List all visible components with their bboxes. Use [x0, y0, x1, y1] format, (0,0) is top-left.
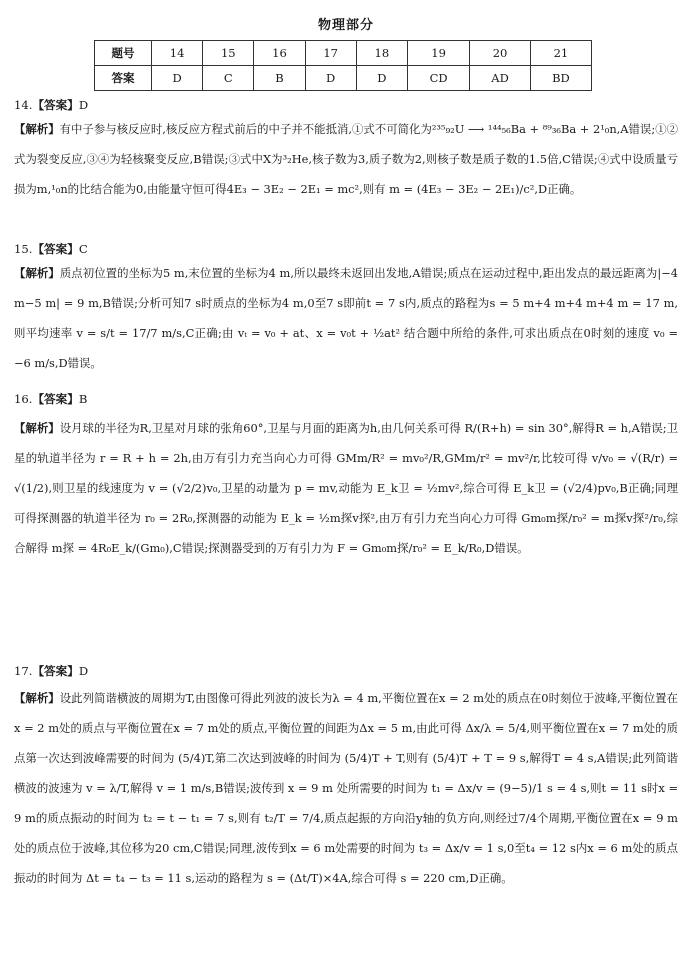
q14-text: 有中子参与核反应时,核反应方程式前后的中子并不能抵消,①式不可简化为²³⁵₉₂U ⟶ ¹⁴⁴₅₆Ba + ⁸⁹₃₆Ba + 2¹₀n,A错误;①②式为裂变反应,③④为轻核聚变反应,B错误;③式中X为³₂He,核子数为3,质子数为2,则核子数是质子数的1.5倍,C错误;④式中设质量亏损为m,¹₀n的比结合能为0,由能量守恒可得4E₃ − 3E₂ − 2E₁ = mc²,则有 m = (4E₃ − 3E₂ − 2E₁)/c²,D正确。: [14, 122, 678, 196]
q17-text: 设此列简谐横波的周期为T,由图像可得此列波的波长为λ = 4 m,平衡位置在x = 2 m处的质点在0时刻位于波峰,平衡位置在x = 2 m处的质点与平衡位置在x = 7 m处的质点,平衡位置的间距为Δx = 5 m,由此可得 Δx/λ = 5/4,则平衡位置在x = 7 m处的质点第一次达到波峰需要的时间为 (5/4)T,第二次达到波峰的时间为 (5/4)T + T,则有 (5/4)T + T = 9 s,解得T = 4 s,A错误;此列简谐横波的波速为 v = λ/T,解得 v = 1 m/s,B错误;波传到 x = 9 m 处所需要的时间为 t₁ = Δx/v = (9−5)/1 s = 4 s,则t = 11 s时x = 9 m的质点振动的时间为 t₂ = t − t₁ = 7 s,则有 t₂/T = 7/4,质点起振的方向沿y轴的负方向,则经过7/4个周期,平衡位置在x = 9 m处的质点位于波峰,其位移为20 cm,C错误;同理,波传到x = 6 m处需要的时间为 t₃ = Δx/v = 1 s,0至t₄ = 12 s内x = 6 m处的质点振动的时间为 Δt = t₄ − t₃ = 11 s,运动的路程为 s = (Δt/T)×4A,综合可得 s = 220 cm,D正确。: [14, 691, 678, 885]
q16-label: 【解析】: [14, 421, 60, 435]
table-cell: 21: [530, 41, 591, 66]
table-cell: BD: [530, 66, 591, 91]
q15-text: 质点初位置的坐标为5 m,末位置的坐标为4 m,所以最终未返回出发地,A错误;质点在运动过程中,距出发点的最远距离为|−4 m−5 m| = 9 m,B错误;分析可知7 s时质点的坐标为4 m,0至7 s即前t = 7 s内,质点的路程为s = 5 m+4 m+4 m+4 m = 17 m,则平均速率 v = s/t = 17/7 m/s,C正确;由 vₜ = v₀ + at、x = v₀t + ½at² 结合题中所给的条件,可求出质点在0时刻的速度 v₀ = −6 m/s,D错误。: [14, 266, 678, 370]
table-cell: B: [254, 66, 305, 91]
table-row-answers: [95, 66, 592, 91]
q14-explanation: [14, 114, 678, 204]
q16-number: 16.: [14, 392, 33, 406]
q16-answer: B: [78, 392, 88, 406]
table-cell: 17: [305, 41, 356, 66]
q15-number: 15.: [14, 242, 33, 256]
table-cell: C: [203, 66, 254, 91]
q15-answer: C: [78, 242, 88, 256]
table-cell: 15: [203, 41, 254, 66]
table-cell: 18: [356, 41, 407, 66]
table-header-answer: 答案: [95, 66, 152, 91]
table-cell: 16: [254, 41, 305, 66]
q17-number: 17.: [14, 664, 33, 678]
table-cell: D: [356, 66, 407, 91]
table-header-question: 题号: [95, 41, 152, 66]
q14-answer-tag: 【答案】: [32, 98, 79, 112]
q15-answer-line: [14, 242, 88, 257]
table-cell: AD: [470, 66, 531, 91]
q17-answer-tag: 【答案】: [32, 664, 79, 678]
table-cell: D: [305, 66, 356, 91]
q15-label: 【解析】: [14, 266, 60, 280]
table-row-questions: [95, 41, 592, 66]
q14-label: 【解析】: [14, 122, 60, 136]
q16-text: 设月球的半径为R,卫星对月球的张角60°,卫星与月面的距离为h,由几何关系可得 R/(R+h) = sin 30°,解得R = h,A错误;卫星的轨道半径为 r = R + h = 2h,由万有引力充当向心力可得 GMm/R² = mv₀²/R,GMm/r² = mv²/r,比较可得 v/v₀ = √(R/r) = √(1/2),则卫星的线速度为 v = (√2/2)v₀,卫星的动量为 p = mv,动能为 E_k卫 = ½mv²,综合可得 E_k卫 = (√2/4)pv₀,B正确;同理可得探测器的轨道半径为 r₀ = 2R₀,探测器的动能为 E_k = ½m探v探²,由万有引力充当向心力可得 Gm₀m探/r₀² = m探v探²/r₀,综合解得 m探 = 4R₀E_k/(Gm₀),C错误;探测器受到的万有引力为 F = Gm₀m探/r₀² = E_k/R₀,D错误。: [14, 421, 678, 555]
q16-answer-tag: 【答案】: [32, 392, 79, 406]
q17-label: 【解析】: [14, 691, 60, 705]
q15-explanation: [14, 258, 678, 378]
q17-answer-line: [14, 664, 88, 679]
q17-explanation: [14, 683, 678, 893]
answer-table: [94, 40, 592, 91]
q14-number: 14.: [14, 98, 33, 112]
q15-answer-tag: 【答案】: [32, 242, 79, 256]
table-cell: 14: [152, 41, 203, 66]
q14-answer: D: [78, 98, 89, 112]
table-cell: D: [152, 66, 203, 91]
section-title: 物理部分: [317, 18, 374, 33]
table-cell: 20: [470, 41, 531, 66]
table-cell: CD: [407, 66, 469, 91]
q16-answer-line: [14, 392, 87, 407]
q14-answer-line: [14, 98, 88, 113]
table-cell: 19: [407, 41, 469, 66]
q17-answer: D: [78, 664, 89, 678]
q16-explanation: [14, 413, 678, 563]
